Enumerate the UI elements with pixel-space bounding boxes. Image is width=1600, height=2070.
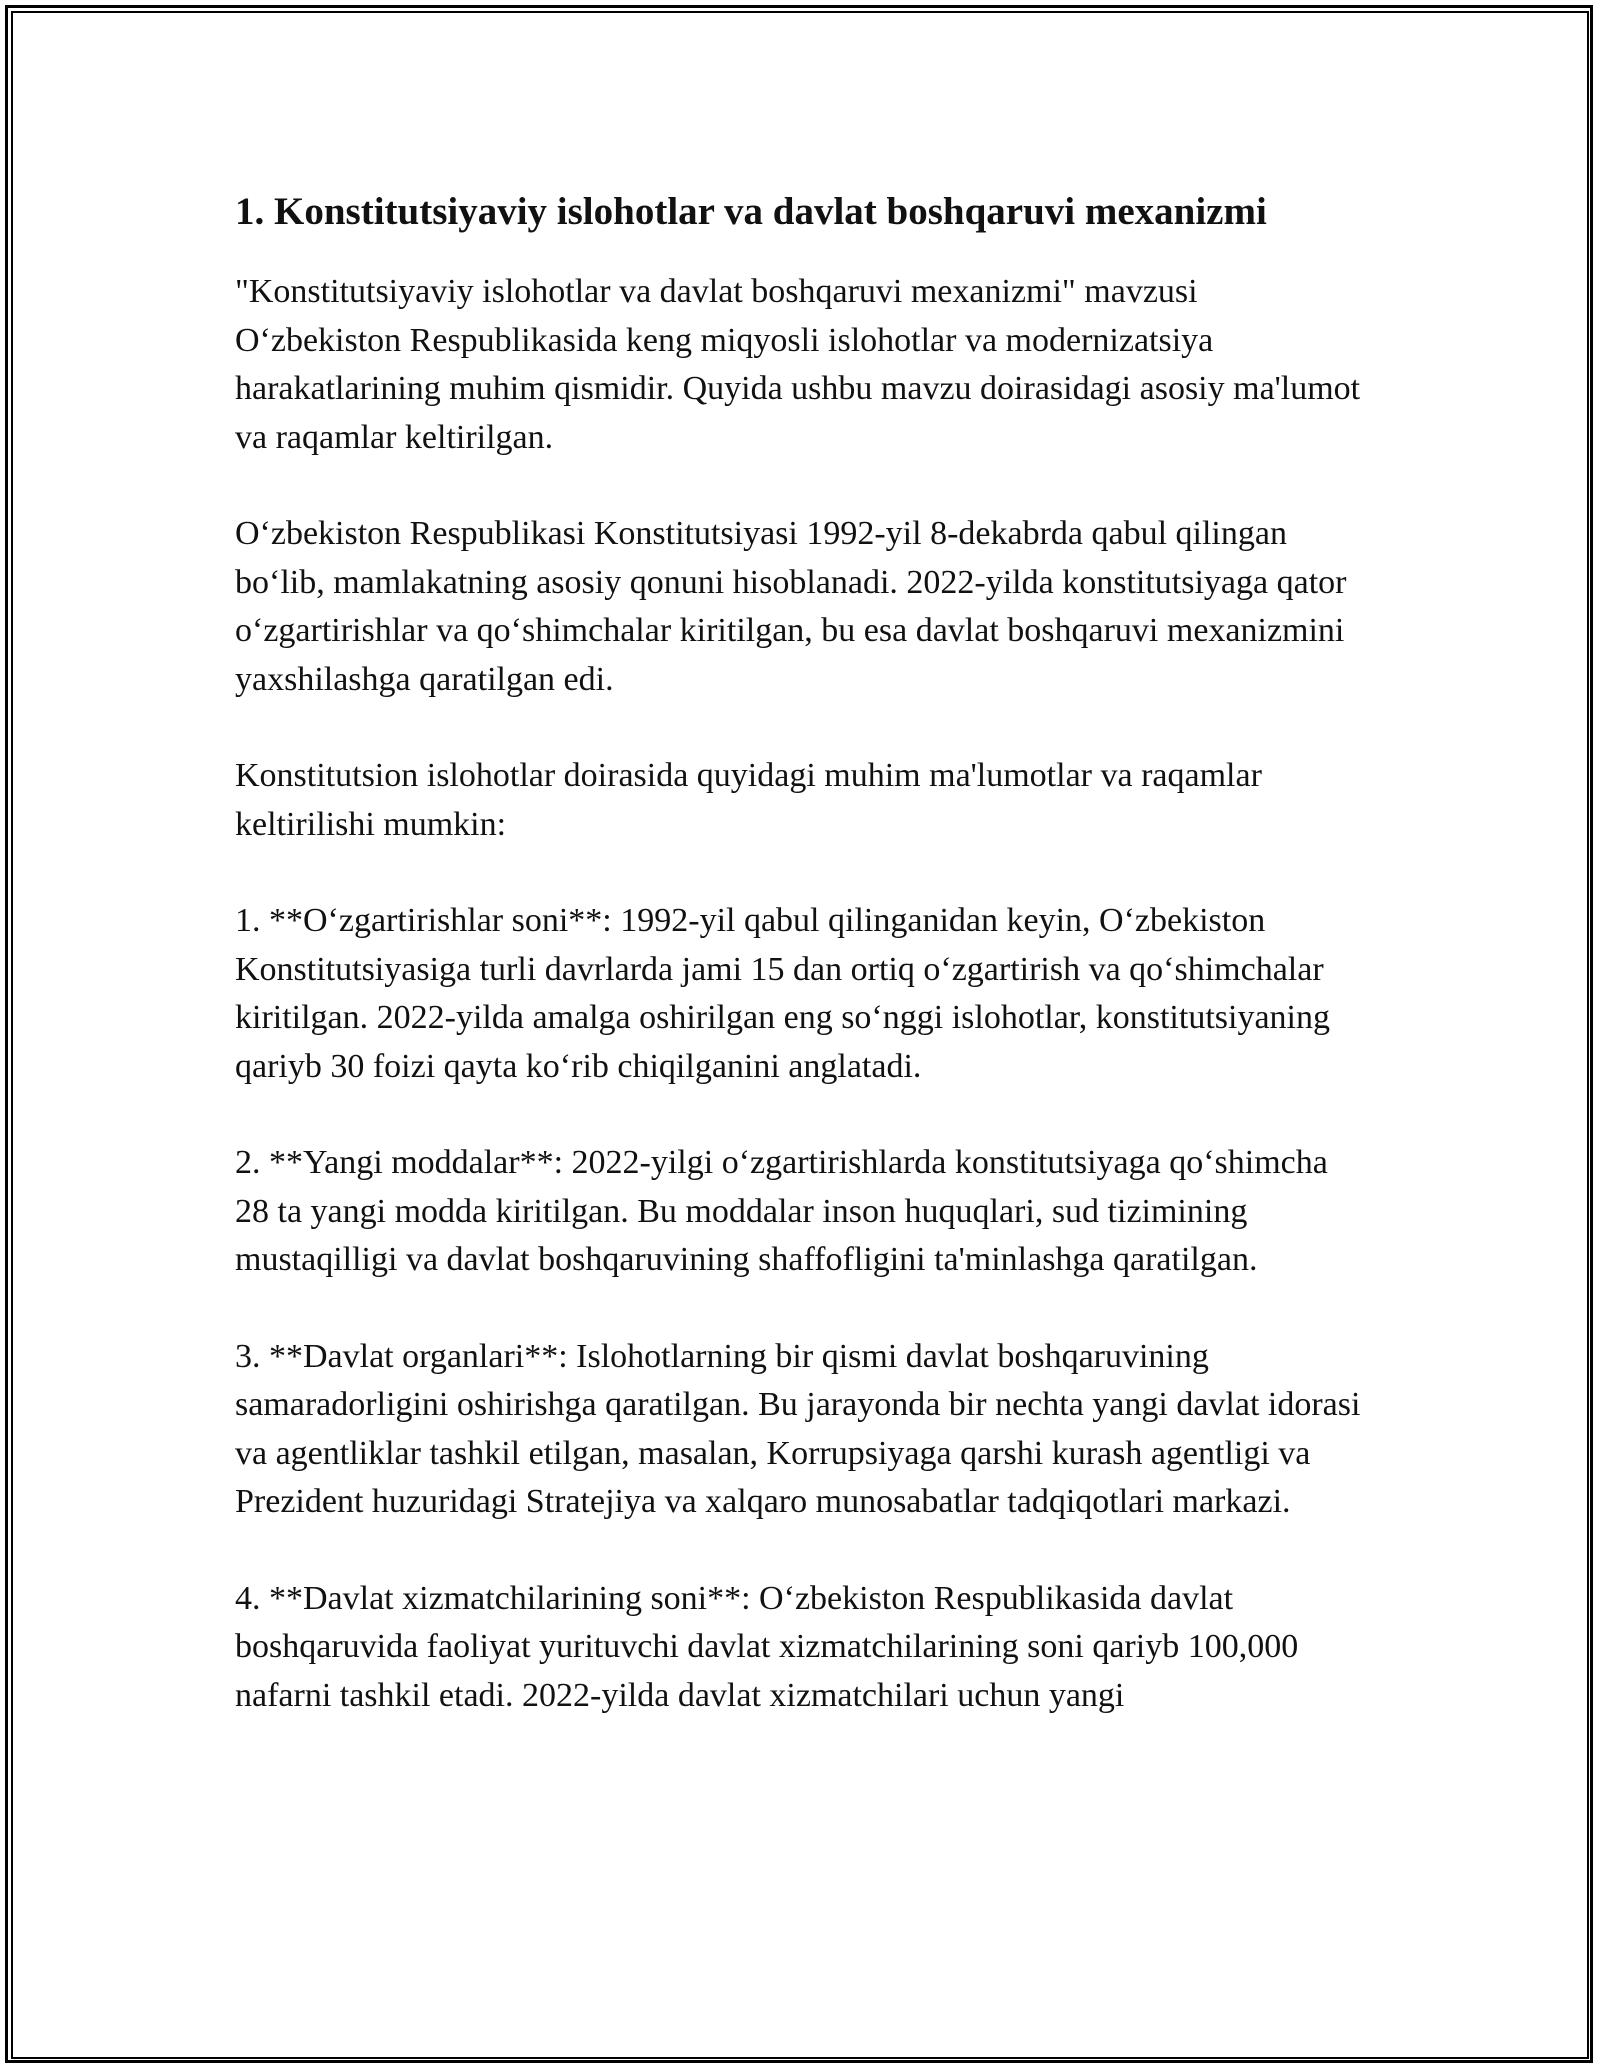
list-item-new-articles: 2. **Yangi moddalar**: 2022-yilgi o‘zgartirishlarda konstitutsiyaga qo‘shimcha 28 ta yangi modda kiritilgan. Bu moddalar inson huquqlari, sud tizimining mustaqilligi va davlat boshqaruvining shaffofligini ta'minlashga qaratilgan. [235, 1144, 1328, 1278]
list-item-amendments: 1. **O‘zgartirishlar soni**: 1992-yil qabul qilinganidan keyin, O‘zbekiston Konstitutsiyasiga turli davrlarda jami 15 dan ortiq o‘zgartirish va qo‘shimchalar kiritilgan. 2022-yilda amalga oshirilgan eng so‘nggi islohotlar, konstitutsiyaning qariyb 30 foizi qayta ko‘rib chiqilganini anglatadi. [235, 902, 1330, 1085]
paragraph-list-intro: Konstitutsion islohotlar doirasida quyidagi muhim ma'lumotlar va raqamlar keltirilishi mumkin: [235, 757, 1262, 843]
document-body [235, 182, 1365, 1768]
document-title: 1. Konstitutsiyaviy islohotlar va davlat boshqaruvi mexanizmi [235, 190, 1267, 233]
list-item-state-bodies: 3. **Davlat organlari**: Islohotlarning bir qismi davlat boshqaruvining samaradorligini oshirishga qaratilgan. Bu jarayonda bir nechta yangi davlat idorasi va agentliklar tashkil etilgan, masalan, Korrupsiyaga qarshi kurash agentligi va Prezident huzuridagi Stratejiya va xalqaro munosabatlar tadqiqotlari markazi. [235, 1337, 1361, 1520]
list-item-civil-servants: 4. **Davlat xizmatchilarining soni**: O‘zbekiston Respublikasida davlat boshqaruvida faoliyat yurituvchi davlat xizmatchilarining soni qariyb 100,000 nafarni tashkil etadi. 2022-yilda davlat xizmatchilari uchun yangi [235, 1579, 1299, 1714]
paragraph-intro: "Konstitutsiyaviy islohotlar va davlat boshqaruvi mexanizmi" mavzusi O‘zbekiston Respublikasida keng miqyosli islohotlar va modernizatsiya harakatlarining muhim qismidir. Quyida ushbu mavzu doirasidagi asosiy ma'lumot va raqamlar keltirilgan. [235, 273, 1361, 456]
paragraph-constitution-history: O‘zbekiston Respublikasi Konstitutsiyasi 1992-yil 8-dekabrda qabul qilingan bo‘lib, mamlakatning asosiy qonuni hisoblanadi. 2022-yilda konstitutsiyaga qator o‘zgartirishlar va qo‘shimchalar kiritilgan, bu esa davlat boshqaruvi mexanizmini yaxshilashga qaratilgan edi. [235, 515, 1347, 698]
